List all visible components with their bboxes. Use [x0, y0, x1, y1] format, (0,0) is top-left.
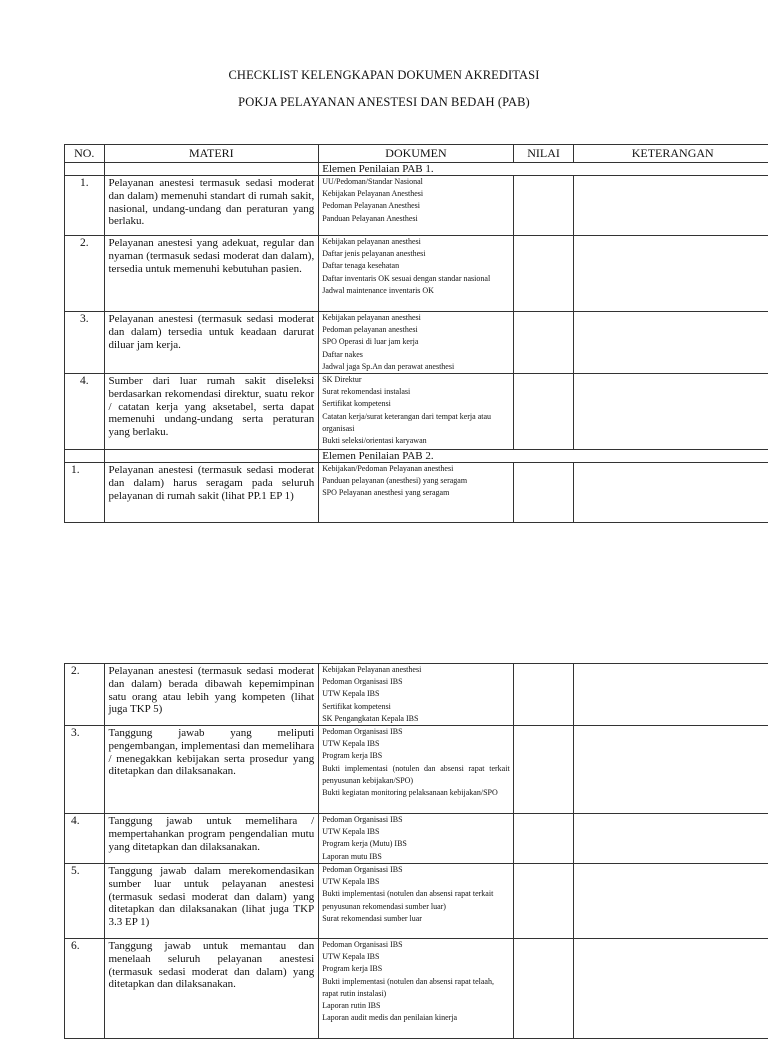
checklist-table-top: [64, 144, 768, 523]
dokumen-item: SPO Operasi di luar jam kerja: [322, 336, 509, 348]
dokumen-item: Pedoman Organisasi IBS: [322, 814, 509, 826]
row-number: 2.: [65, 236, 105, 312]
dokumen-item: SK Direktur: [322, 374, 509, 386]
dokumen-item: Pedoman Organisasi IBS: [322, 726, 509, 738]
row-number: 6.: [65, 939, 105, 1039]
dokumen-item: Pedoman pelayanan anesthesi: [322, 324, 509, 336]
row-materi: Tanggung jawab yang meliputi pengembangan, implementasi dan memelihara / menegakkan kebijakan serta prosedur yang ditetapkan dan dilaksanakan.: [104, 726, 319, 814]
header-dokumen: DOKUMEN: [319, 145, 513, 163]
dokumen-item: UTW Kepala IBS: [322, 951, 509, 963]
row-dokumen: [319, 374, 513, 450]
element-blank-cell: [104, 163, 319, 176]
row-keterangan-cell: [574, 176, 768, 236]
dokumen-item: Jadwal maintenance inventaris OK: [322, 285, 509, 297]
row-keterangan-cell: [574, 374, 768, 450]
element-blank-cell: [65, 163, 105, 176]
dokumen-item: Panduan Pelayanan Anesthesi: [322, 213, 509, 225]
dokumen-item: Kebijakan pelayanan anesthesi: [322, 312, 509, 324]
row-keterangan-cell: [574, 236, 768, 312]
table-row: [65, 864, 768, 939]
row-keterangan-cell: [574, 864, 768, 939]
row-dokumen: [319, 864, 513, 939]
dokumen-item: SK Pengangkatan Kepala IBS: [322, 713, 509, 725]
row-nilai-cell: [513, 463, 574, 523]
table-row: [65, 463, 768, 523]
dokumen-item: Laporan mutu IBS: [322, 851, 509, 863]
row-keterangan-cell: [574, 664, 768, 726]
row-keterangan-cell: [574, 814, 768, 864]
table-row: [65, 176, 768, 236]
row-dokumen: [319, 664, 513, 726]
dokumen-item: Program kerja IBS: [322, 750, 509, 762]
row-dokumen: [319, 176, 513, 236]
dokumen-item: Jadwal jaga Sp.An dan perawat anesthesi: [322, 361, 509, 373]
row-number: 2.: [65, 664, 105, 726]
row-nilai-cell: [513, 374, 574, 450]
row-materi: Sumber dari luar rumah sakit diseleksi berdasarkan rekomendasi direktur, suatu rekor / catatan kerja yang aksetabel, serta dapat memenuhi undang-undang serta peraturan yang berlaku.: [104, 374, 319, 450]
header-nilai: NILAI: [513, 145, 574, 163]
table-row: [65, 814, 768, 864]
row-materi: Tanggung jawab untuk memelihara / mempertahankan program pengendalian mutu yang ditetapkan dan dilaksanakan.: [104, 814, 319, 864]
dokumen-item: Pedoman Pelayanan Anesthesi: [322, 200, 509, 212]
dokumen-item: UTW Kepala IBS: [322, 826, 509, 838]
dokumen-item: Bukti implementasi (notulen dan absensi rapat terkait penyusunan kebijakan/SPO): [322, 763, 509, 787]
table-row: [65, 726, 768, 814]
row-dokumen: [319, 312, 513, 374]
row-materi: Pelayanan anestesi (termasuk sedasi moderat dan dalam) berada dibawah kepemimpinan satu orang atau lebih yang kompeten (lihat juga TKP 5): [104, 664, 319, 726]
table-row: [65, 236, 768, 312]
dokumen-item: Kebijakan/Pedoman Pelayanan anesthesi: [322, 463, 509, 475]
row-materi: Pelayanan anestesi (termasuk sedasi moderat dan dalam) tersedia untuk keadaan darurat diluar jam kerja.: [104, 312, 319, 374]
dokumen-item: Panduan pelayanan (anesthesi) yang seragam: [322, 475, 509, 487]
row-nilai-cell: [513, 236, 574, 312]
row-keterangan-cell: [574, 726, 768, 814]
dokumen-item: Bukti kegiatan monitoring pelaksanaan kebijakan/SPO: [322, 787, 509, 799]
dokumen-item: Sertifikat kompetensi: [322, 398, 509, 410]
element-row: [65, 450, 768, 463]
element-blank-cell: [65, 450, 105, 463]
dokumen-item: Daftar jenis pelayanan anesthesi: [322, 248, 509, 260]
dokumen-item: Program kerja IBS: [322, 963, 509, 975]
dokumen-item: Daftar nakes: [322, 349, 509, 361]
dokumen-item: Bukti seleksi/orientasi karyawan: [322, 435, 509, 447]
dokumen-item: Kebijakan Pelayanan anesthesi: [322, 664, 509, 676]
table-row: [65, 374, 768, 450]
row-number: 5.: [65, 864, 105, 939]
row-dokumen: [319, 726, 513, 814]
table-row: [65, 664, 768, 726]
header-no: NO.: [65, 145, 105, 163]
header-keterangan: KETERANGAN: [574, 145, 768, 163]
row-materi: Tanggung jawab untuk memantau dan menelaah seluruh pelayanan anestesi (termasuk sedasi moderat dan dalam) yang ditetapkan dan dilaksanakan.: [104, 939, 319, 1039]
row-number: 3.: [65, 726, 105, 814]
row-nilai-cell: [513, 726, 574, 814]
row-nilai-cell: [513, 312, 574, 374]
dokumen-item: Program kerja (Mutu) IBS: [322, 838, 509, 850]
dokumen-item: Sertifikat kompetensi: [322, 701, 509, 713]
dokumen-item: Kebijakan Pelayanan Anesthesi: [322, 188, 509, 200]
row-materi: Pelayanan anestesi termasuk sedasi moderat dan dalam) memenuhi standart di rumah sakit, nasional, undang-undang dan peraturan yang berlaku.: [104, 176, 319, 236]
table-header-row: [65, 145, 768, 163]
row-number: 1.: [65, 463, 105, 523]
dokumen-item: UU/Pedoman/Standar Nasional: [322, 176, 509, 188]
element-label-pab1: Elemen Penilaian PAB 1.: [319, 163, 768, 176]
row-number: 3.: [65, 312, 105, 374]
dokumen-item: UTW Kepala IBS: [322, 738, 509, 750]
element-label-pab2: Elemen Penilaian PAB 2.: [319, 450, 768, 463]
dokumen-item: Kebijakan pelayanan anesthesi: [322, 236, 509, 248]
dokumen-item: UTW Kepala IBS: [322, 876, 509, 888]
dokumen-item: Surat rekomendasi instalasi: [322, 386, 509, 398]
row-materi: Pelayanan anestesi yang adekuat, regular dan nyaman (termasuk sedasi moderat dan dalam), tersedia untuk memenuhi kebutuhan pasien.: [104, 236, 319, 312]
row-keterangan-cell: [574, 463, 768, 523]
row-dokumen: [319, 463, 513, 523]
dokumen-item: Laporan audit medis dan penilaian kinerja: [322, 1012, 509, 1024]
element-blank-cell: [104, 450, 319, 463]
row-nilai-cell: [513, 664, 574, 726]
dokumen-item: SPO Pelayanan anesthesi yang seragam: [322, 487, 509, 499]
dokumen-item: Bukti implementasi (notulen dan absensi rapat terkait penyusunan rekomendasi sumber luar): [322, 888, 509, 912]
row-nilai-cell: [513, 864, 574, 939]
header-materi: MATERI: [104, 145, 319, 163]
element-row: [65, 163, 768, 176]
row-materi: Tanggung jawab dalam merekomendasikan sumber luar untuk pelayanan anestesi (termasuk sedasi moderat dan dalam) yang ditetapkan dan dilaksanakan (lihat juga TKP 3.3 EP 1): [104, 864, 319, 939]
dokumen-item: Daftar tenaga kesehatan: [322, 260, 509, 272]
row-keterangan-cell: [574, 312, 768, 374]
dokumen-item: Catatan kerja/surat keterangan dari tempat kerja atau organisasi: [322, 411, 509, 435]
row-dokumen: [319, 814, 513, 864]
dokumen-item: Pedoman Organisasi IBS: [322, 864, 509, 876]
document-title: CHECKLIST KELENGKAPAN DOKUMEN AKREDITASI: [0, 68, 768, 83]
row-dokumen: [319, 236, 513, 312]
document-subtitle: POKJA PELAYANAN ANESTESI DAN BEDAH (PAB): [0, 95, 768, 110]
dokumen-item: UTW Kepala IBS: [322, 688, 509, 700]
dokumen-item: Pedoman Organisasi IBS: [322, 676, 509, 688]
row-number: 4.: [65, 814, 105, 864]
row-number: 1.: [65, 176, 105, 236]
row-nilai-cell: [513, 814, 574, 864]
row-materi: Pelayanan anestesi (termasuk sedasi moderat dan dalam) harus seragam pada seluruh pelayanan di rumah sakit (lihat PP.1 EP 1): [104, 463, 319, 523]
table-row: [65, 312, 768, 374]
dokumen-item: Pedoman Organisasi IBS: [322, 939, 509, 951]
dokumen-item: Daftar inventaris OK sesuai dengan standar nasional: [322, 273, 509, 285]
dokumen-item: Surat rekomendasi sumber luar: [322, 913, 509, 925]
row-nilai-cell: [513, 176, 574, 236]
row-number: 4.: [65, 374, 105, 450]
dokumen-item: Laporan rutin IBS: [322, 1000, 509, 1012]
dokumen-item: Bukti implementasi (notulen dan absensi rapat telaah, rapat rutin instalasi): [322, 976, 509, 1000]
checklist-table-bottom: [64, 663, 768, 1039]
